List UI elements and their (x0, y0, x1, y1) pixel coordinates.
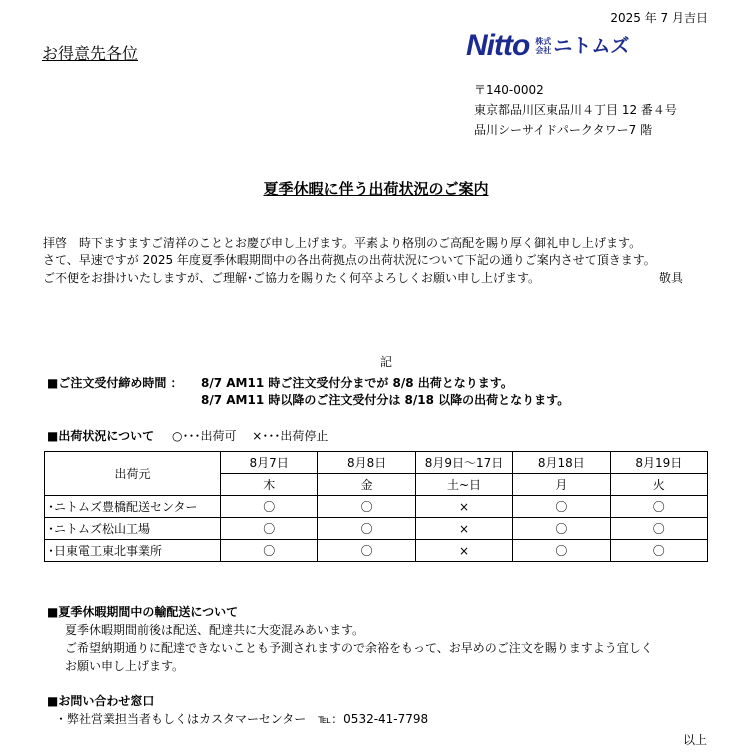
address-line: 東京都品川区東品川４丁目 12 番４号 (474, 103, 677, 117)
closing-keigu: 敬具 (658, 271, 683, 285)
shipping-source: ･日東電工東北事業所 (45, 540, 221, 562)
logo-kana: ニトムズ (553, 35, 630, 57)
contact-heading: ■お問い合わせ窓口 (47, 694, 155, 708)
delivery-heading: ■夏季休暇期間中の輸配送について (47, 605, 239, 619)
status-cell: 〇 (318, 496, 415, 518)
column-weekday: 金 (318, 474, 415, 496)
status-cell: 〇 (513, 540, 610, 562)
delivery-line: ご希望納期通りに配達できないことも予測されますので余裕をもって、お早めのご注文を賜りますよう宜しく (65, 641, 653, 655)
table-row (45, 540, 708, 562)
column-weekday: 土~日 (415, 474, 512, 496)
column-date: 8月8日 (318, 452, 415, 474)
closing-ijo: 以上 (682, 733, 707, 747)
deadline-label: ■ご注文受付締め時間 ： (47, 376, 183, 390)
logo-kabushikigaisha: 株式 会社 (535, 37, 552, 55)
status-cell: 〇 (318, 518, 415, 540)
delivery-line: 夏季休暇期間前後は配送、配達共に大変混みあいます。 (65, 623, 365, 637)
status-cell: × (415, 518, 512, 540)
contact-line: ・弊社営業担当者もしくはカスタマーセンター ℡：0532-41-7798 (55, 712, 429, 726)
logo-brand: Nitto (466, 29, 530, 62)
status-cell: × (415, 496, 512, 518)
column-date: 8月9日～17日 (415, 452, 512, 474)
shipping-schedule-table (44, 451, 708, 562)
delivery-line: お願い申し上げます。 (65, 659, 185, 673)
status-cell: 〇 (513, 518, 610, 540)
shipping-source: ･ニトムズ松山工場 (45, 518, 221, 540)
status-cell: 〇 (221, 540, 318, 562)
postal-code: 〒140-0002 (474, 83, 544, 97)
deadline-line: 8/7 AM11 時以降のご注文受付分は 8/18 以降の出荷となります。 (201, 393, 570, 407)
table-row (45, 518, 708, 540)
status-heading: ■出荷状況について (47, 429, 155, 443)
column-date: 8月18日 (513, 452, 610, 474)
status-cell: 〇 (221, 518, 318, 540)
document-date: 2025 年 7 月吉日 (610, 11, 708, 25)
status-cell: 〇 (610, 540, 707, 562)
status-legend: ○･･･出荷可 ×･･･出荷停止 (172, 429, 329, 443)
source-header: 出荷元 (45, 452, 221, 496)
greeting-line: さて、早速ですが 2025 年度夏季休暇期間中の各出荷拠点の出荷状況について下記の通りご案内させて頂きます。 (43, 253, 656, 267)
status-cell: 〇 (610, 496, 707, 518)
table-row (45, 496, 708, 518)
status-cell: × (415, 540, 512, 562)
column-weekday: 木 (221, 474, 318, 496)
address-building: 品川シーサイドパークタワー7 階 (474, 123, 653, 137)
status-cell: 〇 (221, 496, 318, 518)
status-cell: 〇 (318, 540, 415, 562)
column-date: 8月7日 (221, 452, 318, 474)
table-header-row (45, 452, 708, 474)
column-weekday: 月 (513, 474, 610, 496)
column-date: 8月19日 (610, 452, 707, 474)
status-cell: 〇 (610, 518, 707, 540)
shipping-source: ･ニトムズ豊橋配送センター (45, 496, 221, 518)
page-title: 夏季休暇に伴う出荷状況のご案内 (263, 180, 489, 198)
greeting-line: 拝啓 時下ますますご清祥のこととお慶び申し上げます。平素より格別のご高配を賜り厚く御礼申し上げます。 (43, 236, 642, 250)
ki-marker: 記 (380, 355, 393, 369)
company-logo (466, 31, 629, 61)
column-weekday: 火 (610, 474, 707, 496)
recipient: お得意先各位 (42, 44, 139, 63)
deadline-line: 8/7 AM11 時ご注文受付分までが 8/8 出荷となります。 (201, 376, 513, 390)
status-cell: 〇 (513, 496, 610, 518)
greeting-line: ご不便をお掛けいたしますが、ご理解･ご協力を賜りたく何卒よろしくお願い申し上げます。 (43, 271, 541, 285)
